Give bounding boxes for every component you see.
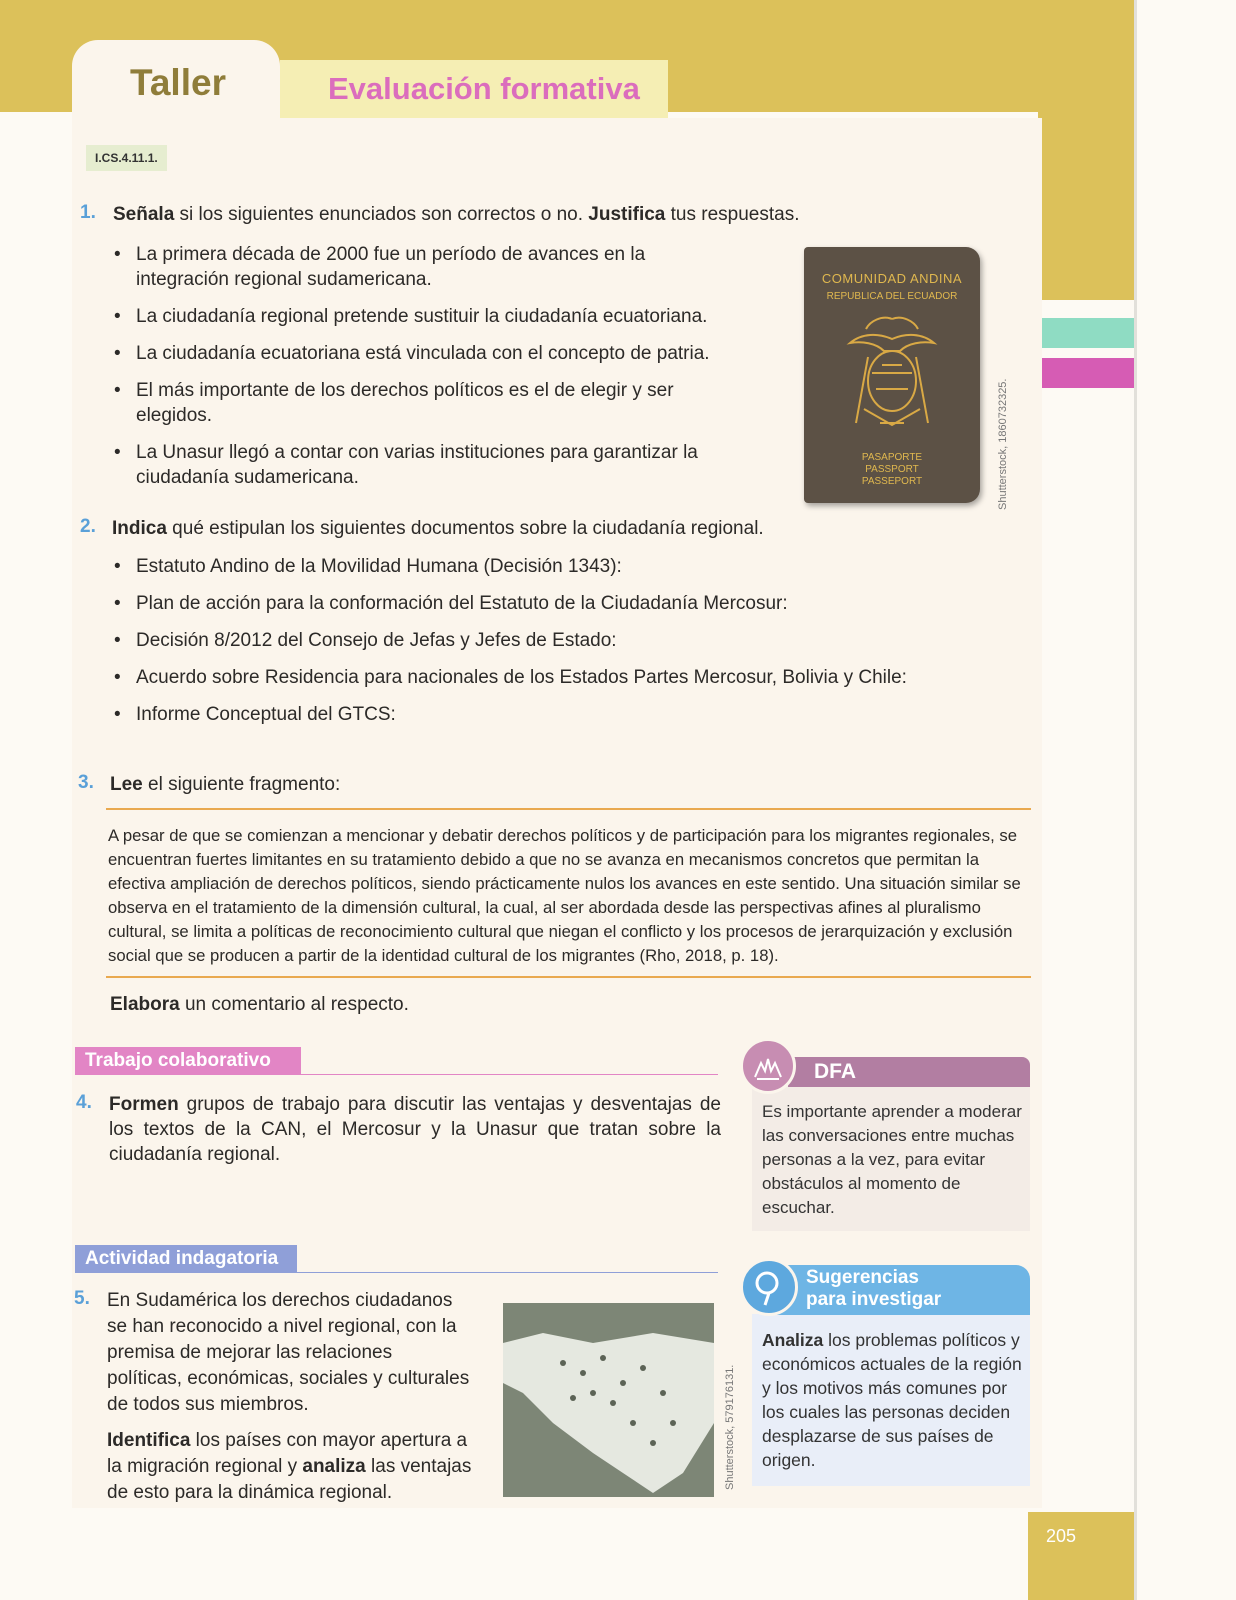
map-photo: [503, 1303, 714, 1497]
q4-number: 4.: [76, 1092, 92, 1113]
hands-icon: [743, 1041, 793, 1091]
q3-verb: Lee: [110, 774, 143, 795]
passport-line3: PASAPORTE: [861, 452, 923, 463]
side-tab-green: [1042, 318, 1134, 348]
passport-line1: COMUNIDAD ANDINA: [821, 271, 963, 286]
indicator-code: I.CS.4.11.1.: [86, 145, 167, 171]
section-trabajo-line: [300, 1074, 718, 1075]
list-item: • La ciudadanía regional pretende sustituir la ciudadanía ecuatoriana.: [110, 304, 730, 329]
tab-evaluacion-label: Evaluación formativa: [328, 71, 640, 106]
dfa-header: [788, 1057, 1030, 1087]
q2-list: [110, 554, 990, 739]
q5-number: 5.: [74, 1288, 90, 1309]
q2-verb: Indica: [112, 518, 167, 539]
dfa-title: DFA: [814, 1060, 856, 1083]
south-america-map-illustration: [503, 1303, 714, 1497]
sugerencias-title: [806, 1267, 941, 1311]
q3-text2: un comentario al respecto.: [179, 994, 409, 1015]
passport-bottom-text: [804, 452, 980, 488]
passport-line2: REPUBLICA DEL ECUADOR: [826, 291, 958, 302]
q4-text: grupos de trabajo para discutir las ventajas y desventajas de los textos de la CAN, el Mercosur y la Unasur que tratan sobre la ciudadanía regional.: [109, 1094, 721, 1165]
sugerencias-title-line1: Sugerencias: [806, 1267, 919, 1288]
sugerencias-body: los problemas políticos y económicos actuales de la región y los motivos más comunes por los cuales las personas deciden desplazarse de sus países de origen.: [762, 1330, 1022, 1470]
q5-text: En Sudamérica los derechos ciudadanos se han reconocido a nivel regional, con la premisa de mejorar las relaciones políticas, económicas, sociales y culturales de todos sus miembros.: [107, 1290, 470, 1415]
magnifier-icon: [743, 1261, 795, 1313]
passport-line5: PASSEPORT: [861, 476, 923, 487]
dfa-text: Es importante aprender a moderar las conversaciones entre muchas personas a la vez, para evitar obstáculos al momento de escuchar.: [762, 1102, 1022, 1217]
map-credit: Shutterstock, 579176131.: [724, 1364, 736, 1490]
list-item: • Estatuto Andino de la Movilidad Humana (Decisión 1343):: [110, 554, 990, 579]
list-item: • La primera década de 2000 fue un período de avances en la integración regional sudamericana.: [110, 242, 730, 292]
sugerencias-verb: Analiza: [762, 1330, 824, 1350]
list-item: • La Unasur llegó a contar con varias instituciones para garantizar la ciudadanía sudamericana.: [110, 440, 730, 490]
q2-prompt: [112, 516, 832, 541]
q1-number: 1.: [80, 202, 96, 223]
q5-text3: las ventajas de esto para la dinámica regional.: [107, 1456, 472, 1503]
sugerencias-header: [770, 1265, 1030, 1315]
q1-text2: tus respuestas.: [665, 204, 800, 225]
section-trabajo-colaborativo: Trabajo colaborativo: [75, 1047, 301, 1075]
list-item: • La ciudadanía ecuatoriana está vinculada con el concepto de patria.: [110, 341, 730, 366]
passport-line4: PASSPORT: [865, 464, 919, 475]
tab-taller-label: Taller: [130, 62, 226, 103]
section-actividad-indagatoria: Actividad indagatoria: [75, 1245, 297, 1273]
page-edge: [1134, 0, 1137, 1600]
quote-fragment: A pesar de que se comienzan a mencionar y debatir derechos políticos y de participación para los migrantes regionales, se encuentran fuertes limitantes en su tratamiento debido a que no se avanza en mecanismos concretos que permitan la efectiva ampliación de derechos políticos, siendo prácticamente nulos los avances en este sentido. Una situación similar se observa en el tratamiento de la dimensión cultural, la cual, al ser abordada desde las perspectivas afines al pluralismo cultural, se limita a políticas de reconocimiento cultural que niegan el conflicto y los procesos de jerarquización y exclusión social que se producen a partir de la identidad cultural de los migrantes (Rho, 2018, p. 18).: [106, 808, 1031, 978]
q4-verb: Formen: [109, 1094, 179, 1115]
list-item: • Plan de acción para la conformación del Estatuto de la Ciudadanía Mercosur:: [110, 591, 990, 616]
page-number-box: [1028, 1512, 1134, 1600]
page-number: 205: [1046, 1526, 1077, 1546]
q5-verb1: Identifica: [107, 1430, 191, 1451]
list-item: • Informe Conceptual del GTCS:: [110, 702, 990, 727]
q2-number: 2.: [80, 516, 96, 537]
sugerencias-text: [762, 1328, 1024, 1472]
q1-prompt: [113, 202, 813, 227]
list-item: • Acuerdo sobre Residencia para nacionales de los Estados Partes Mercosur, Bolivia y Chile:: [110, 665, 990, 690]
list-item: • Decisión 8/2012 del Consejo de Jefas y Jefes de Estado:: [110, 628, 990, 653]
passport-image: [804, 247, 980, 503]
tab-taller: [72, 40, 280, 120]
side-tab-pink: [1042, 358, 1134, 388]
sugerencias-title-line2: para investigar: [806, 1289, 942, 1310]
sugerencias-icon: [740, 1258, 798, 1316]
q3-verb2: Elabora: [110, 994, 180, 1015]
q5-text2: los países con mayor apertura a la migración regional y: [107, 1430, 468, 1477]
q1-text1: si los siguientes enunciados son correctos o no.: [174, 204, 589, 225]
q1-list: [110, 242, 730, 502]
q1-verb2: Justifica: [588, 204, 666, 225]
q3-number: 3.: [78, 772, 94, 793]
q1-verb1: Señala: [113, 204, 175, 225]
q5-prompt: [107, 1428, 472, 1506]
tab-evaluacion: [280, 60, 668, 118]
passport-credit: Shutterstock, 1860732325.: [997, 378, 1009, 510]
q2-text: qué estipulan los siguientes documentos sobre la ciudadanía regional.: [166, 518, 764, 539]
section-actividad-line: [296, 1272, 718, 1273]
q5-verb2: analiza: [302, 1456, 366, 1477]
q3-text: el siguiente fragmento:: [142, 774, 341, 795]
list-item: • El más importante de los derechos políticos es el de elegir y ser elegidos.: [110, 378, 730, 428]
q3-followup: [110, 992, 610, 1017]
coat-of-arms-icon: [842, 313, 942, 439]
q3-prompt: [110, 772, 510, 797]
dfa-icon: [740, 1038, 796, 1094]
right-color-band: [1038, 112, 1134, 300]
q4-prompt: [109, 1092, 721, 1167]
